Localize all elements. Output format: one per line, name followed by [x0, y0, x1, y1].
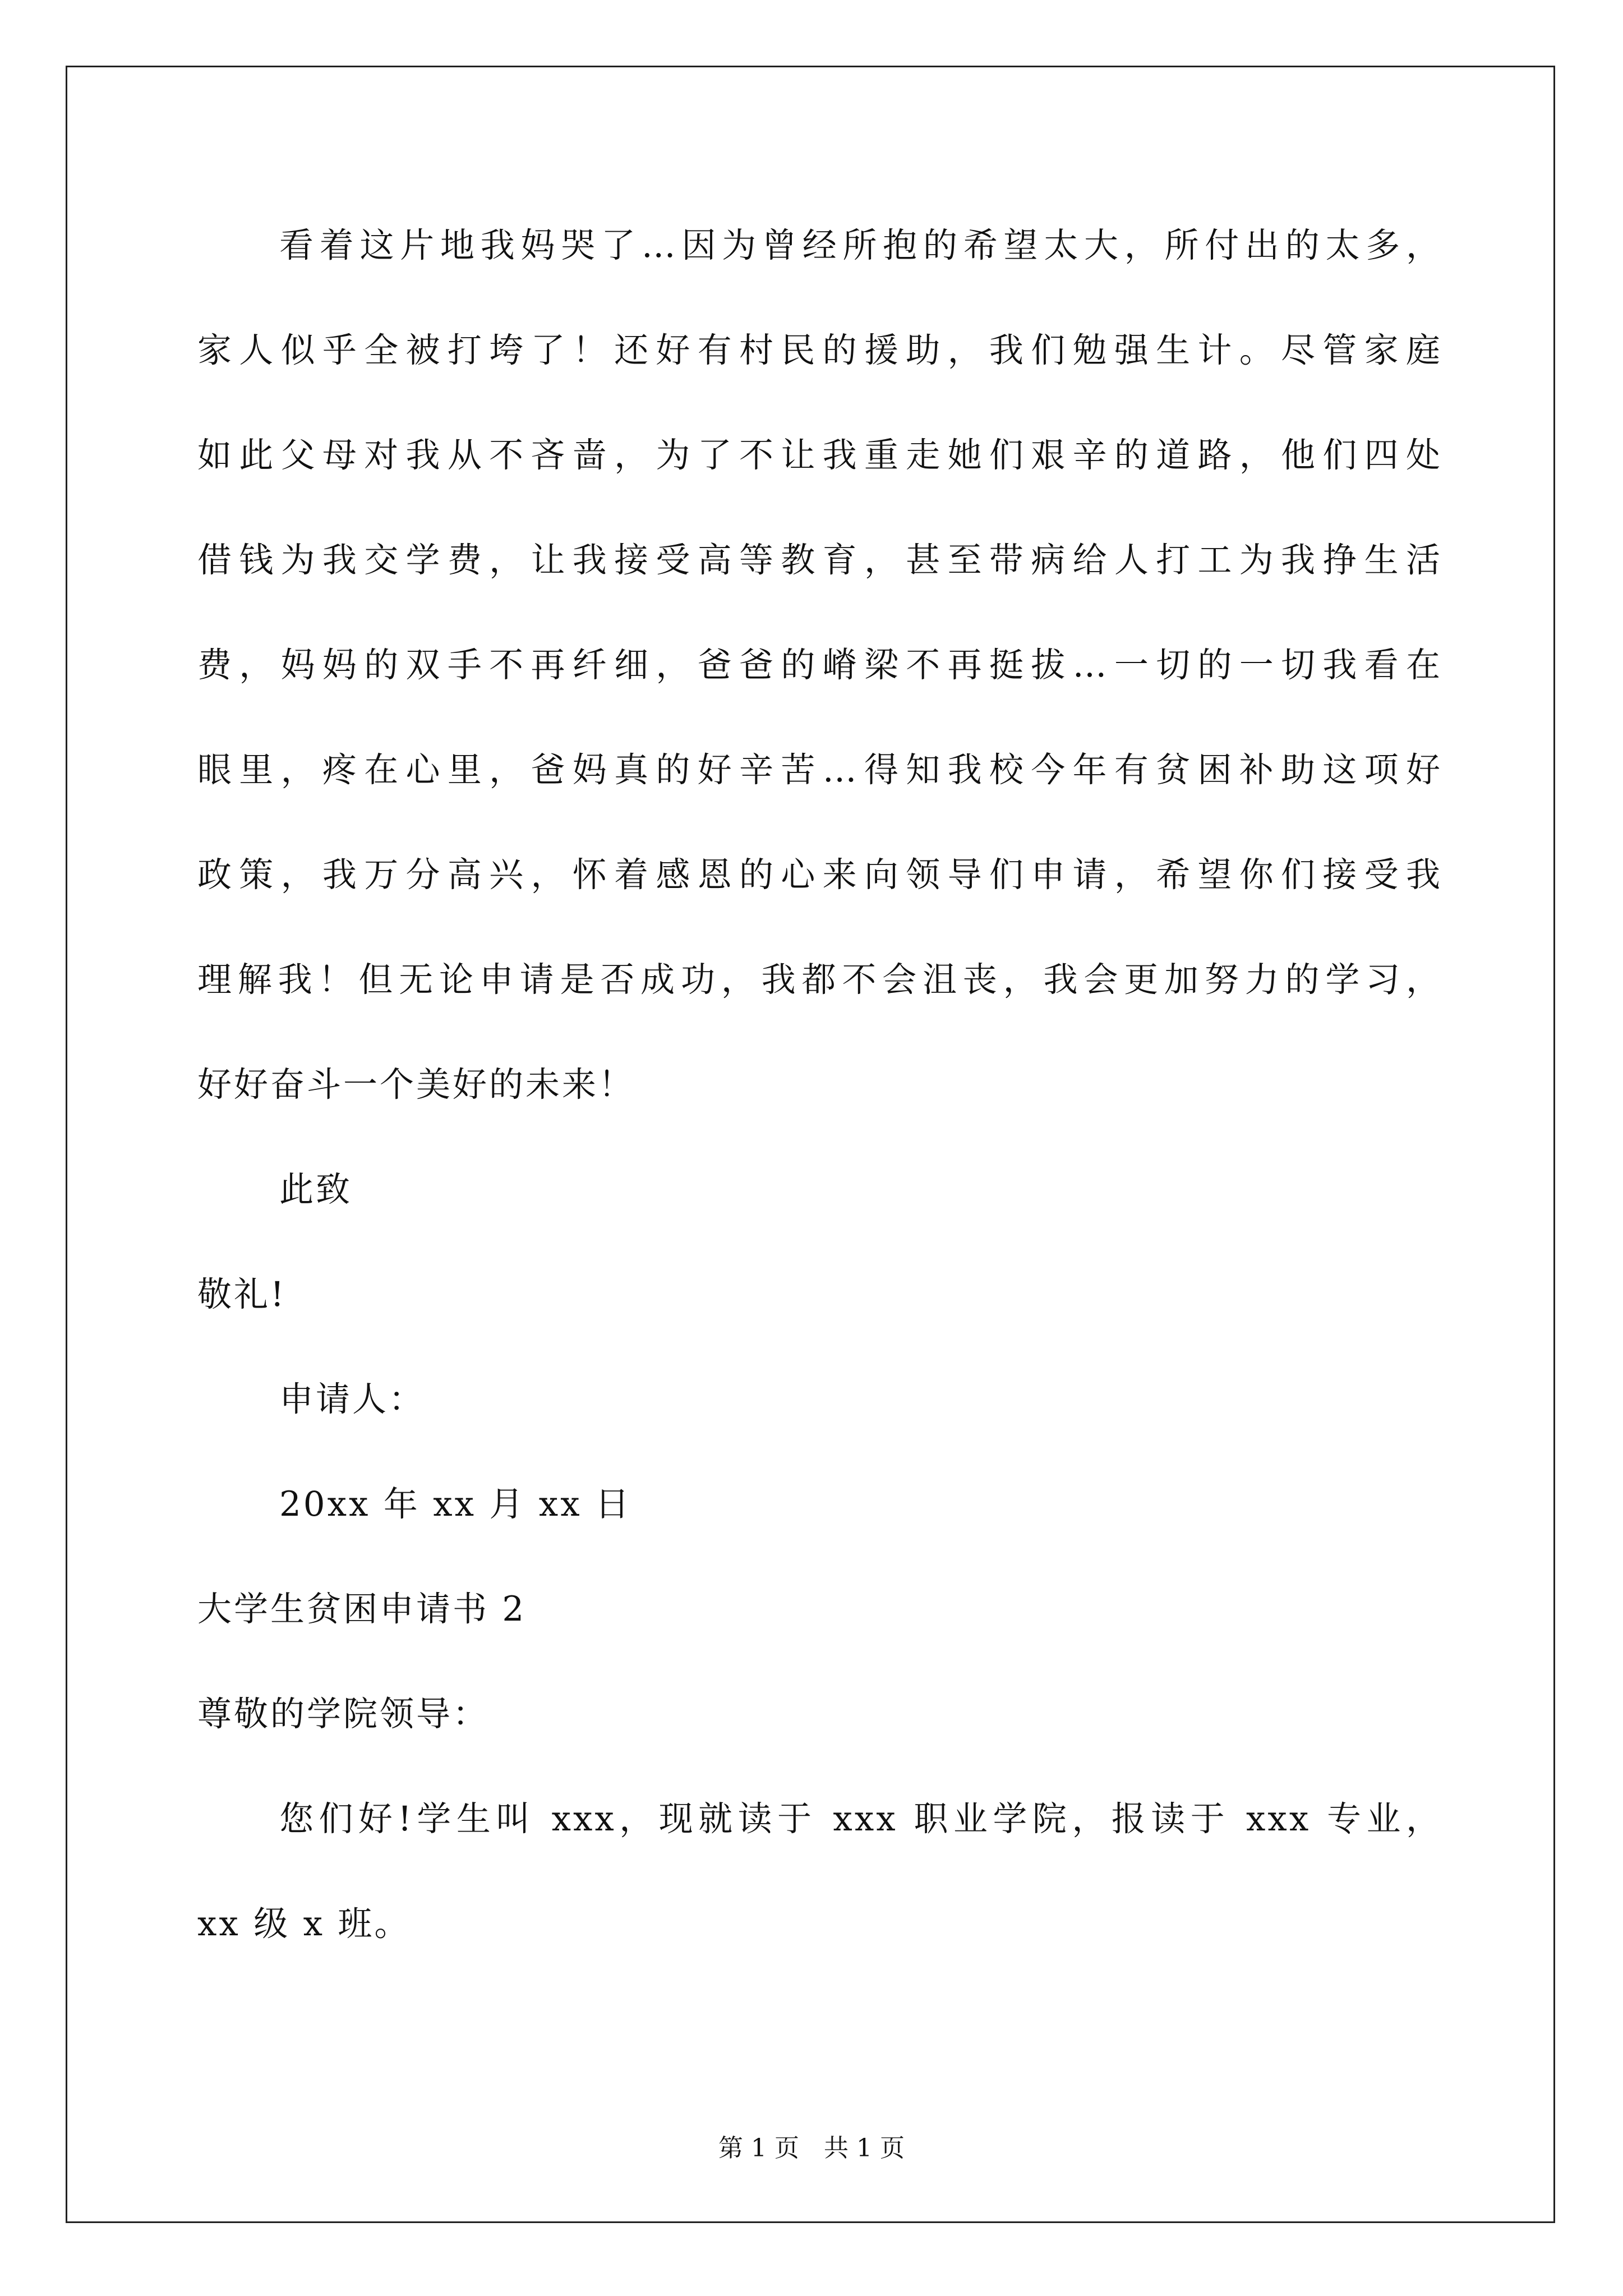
applicant-label: 申请人：	[279, 1379, 426, 1419]
document-body	[197, 193, 1442, 1976]
paragraph-line: 家人似乎全被打垮了！还好有村民的援助，我们勉强生计。尽管家庭	[197, 330, 1442, 370]
paragraph-line: 看着这片地我妈哭了…因为曾经所抱的希望太大，所付出的太多，	[279, 226, 1442, 265]
greeting-text: 尊敬的学院领导：	[197, 1694, 490, 1734]
page-footer: 第 1 页 共 1 页	[718, 2134, 905, 2162]
paragraph-line: 费，妈妈的双手不再纤细，爸爸的嵴梁不再挺拔…一切的一切我看在	[197, 645, 1442, 685]
paragraph-line: xx 级 x 班。	[197, 1904, 411, 1944]
paragraph-line: 如此父母对我从不吝啬，为了不让我重走她们艰辛的道路，他们四处	[197, 435, 1442, 475]
paragraph-line: 借钱为我交学费，让我接受高等教育，甚至带病给人打工为我挣生活	[197, 540, 1442, 580]
paragraph-line: 政策，我万分高兴，怀着感恩的心来向领导们申请，希望你们接受我	[197, 855, 1442, 895]
paragraph-line: 好好奋斗一个美好的未来！	[197, 1065, 635, 1105]
paragraph-line: 眼里，疼在心里，爸妈真的好辛苦…得知我校今年有贫困补助这项好	[197, 750, 1442, 790]
paragraph-line: 理解我！但无论申请是否成功，我都不会沮丧，我会更加努力的学习，	[197, 960, 1442, 1000]
paragraph-line: 您们好!学生叫 xxx，现就读于 xxx 职业学院，报读于 xxx 专业，	[279, 1799, 1442, 1839]
closing-text: 此致	[279, 1170, 353, 1209]
date-text: 20xx 年 xx 月 xx 日	[279, 1484, 631, 1524]
salute-text: 敬礼!	[197, 1274, 287, 1314]
section-title: 大学生贫困申请书 2	[197, 1589, 527, 1629]
